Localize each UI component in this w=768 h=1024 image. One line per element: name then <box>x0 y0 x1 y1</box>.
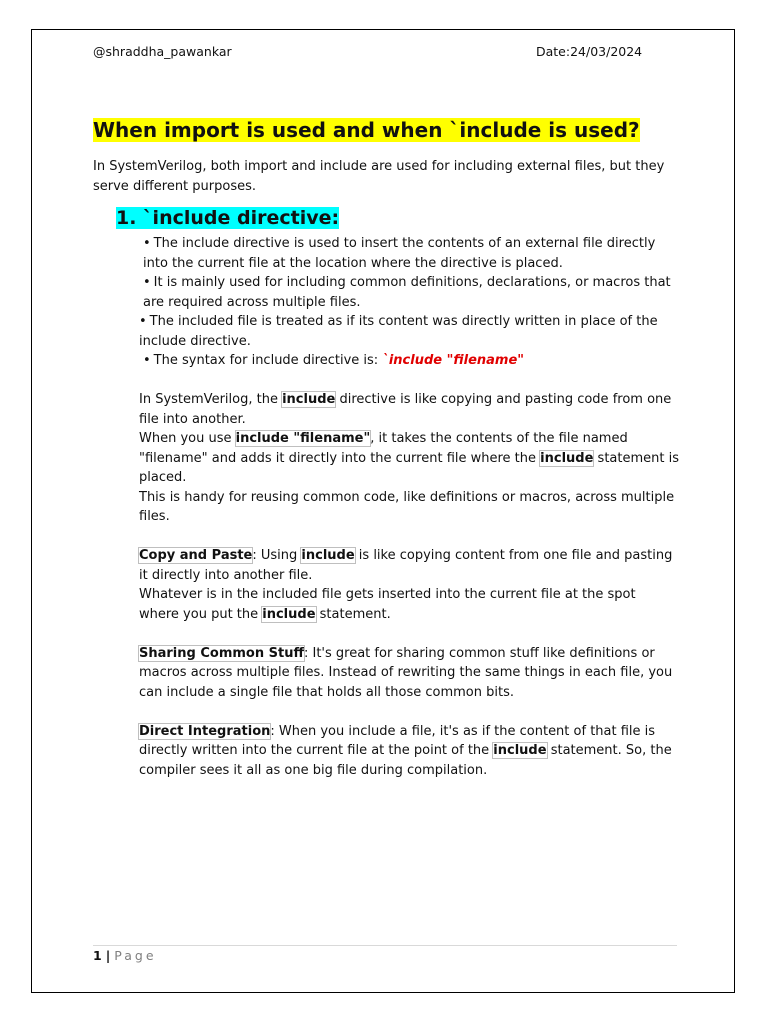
include-paragraph: In SystemVerilog, the include directive is like copying and pasting code from one file into another. <box>139 392 672 427</box>
syntax-code: `include "filename" <box>382 353 525 368</box>
direct-integration-paragraph: Direct Integration: When you include a file, it's as if the content of that file is directly written into the current file at the point of the include statement. So, the compiler sees it all as one big file during compilation. <box>139 723 672 778</box>
keyword-include: include <box>282 392 336 407</box>
keyword-include: include <box>540 450 594 466</box>
include-filename-paragraph: When you use include "filename", it takes the contents of the file named "filename" and adds it directly into the current file where the include statement is placed. <box>139 431 680 485</box>
keyword-include: include <box>262 606 316 622</box>
bullet-icon: • <box>143 275 151 290</box>
handy-paragraph: This is handy for reusing common code, like definitions or macros, across multiple files. <box>139 489 675 524</box>
bullet-item: • The included file is treated as if its content was directly written in place of the include directive. <box>139 314 658 349</box>
footer-divider <box>93 945 677 946</box>
spacer <box>139 527 679 547</box>
sharing-paragraph: Sharing Common Stuff: It's great for sharing common stuff like definitions or macros across multiple files. Instead of rewriting the same things in each file, you can include a single file that holds all those common bits. <box>139 645 673 700</box>
copy-paste-paragraph: Copy and Paste: Using include is like copying content from one file and pasting it directly into another file. <box>139 548 673 583</box>
spacer <box>139 702 679 722</box>
page-label: Page <box>114 948 157 963</box>
page-number: 1 <box>93 948 102 963</box>
section-heading <box>116 205 339 232</box>
page-footer <box>93 948 157 964</box>
spacer <box>139 371 679 391</box>
section-heading-text: 1. `include directive: <box>116 207 340 229</box>
copy-paste-detail: Whatever is in the included file gets inserted into the current file at the spot where you put the include statement. <box>139 587 636 622</box>
document-title-text: When import is used and when `include is used? <box>93 118 640 142</box>
bullet-item: • It is mainly used for including common definitions, declarations, or macros that are required across multiple files. <box>143 275 671 310</box>
bullet-icon: • <box>143 236 151 251</box>
keyword-include: include <box>301 548 355 563</box>
footer-separator: | <box>105 948 111 963</box>
header-date: Date:24/03/2024 <box>536 44 643 59</box>
bullet-icon: • <box>143 353 151 368</box>
copy-paste-label: Copy and Paste <box>139 548 253 563</box>
direct-integration-label: Direct Integration <box>139 723 271 739</box>
header-author: @shraddha_pawankar <box>93 44 232 59</box>
bullet-item: • The include directive is used to insert the contents of an external file directly into the current file at the location where the directive is placed. <box>143 236 656 271</box>
section-content <box>139 234 679 780</box>
intro-paragraph: In SystemVerilog, both import and include are used for including external files, but they serve different purposes. <box>93 159 665 194</box>
bullet-icon: • <box>139 314 147 329</box>
keyword-include-filename: include "filename" <box>235 431 371 446</box>
spacer <box>139 624 679 644</box>
document-title <box>93 116 640 145</box>
sharing-label: Sharing Common Stuff <box>139 645 304 661</box>
bullet-item: • The syntax for include directive is: `include "filename" <box>143 353 525 368</box>
keyword-include: include <box>493 743 547 758</box>
